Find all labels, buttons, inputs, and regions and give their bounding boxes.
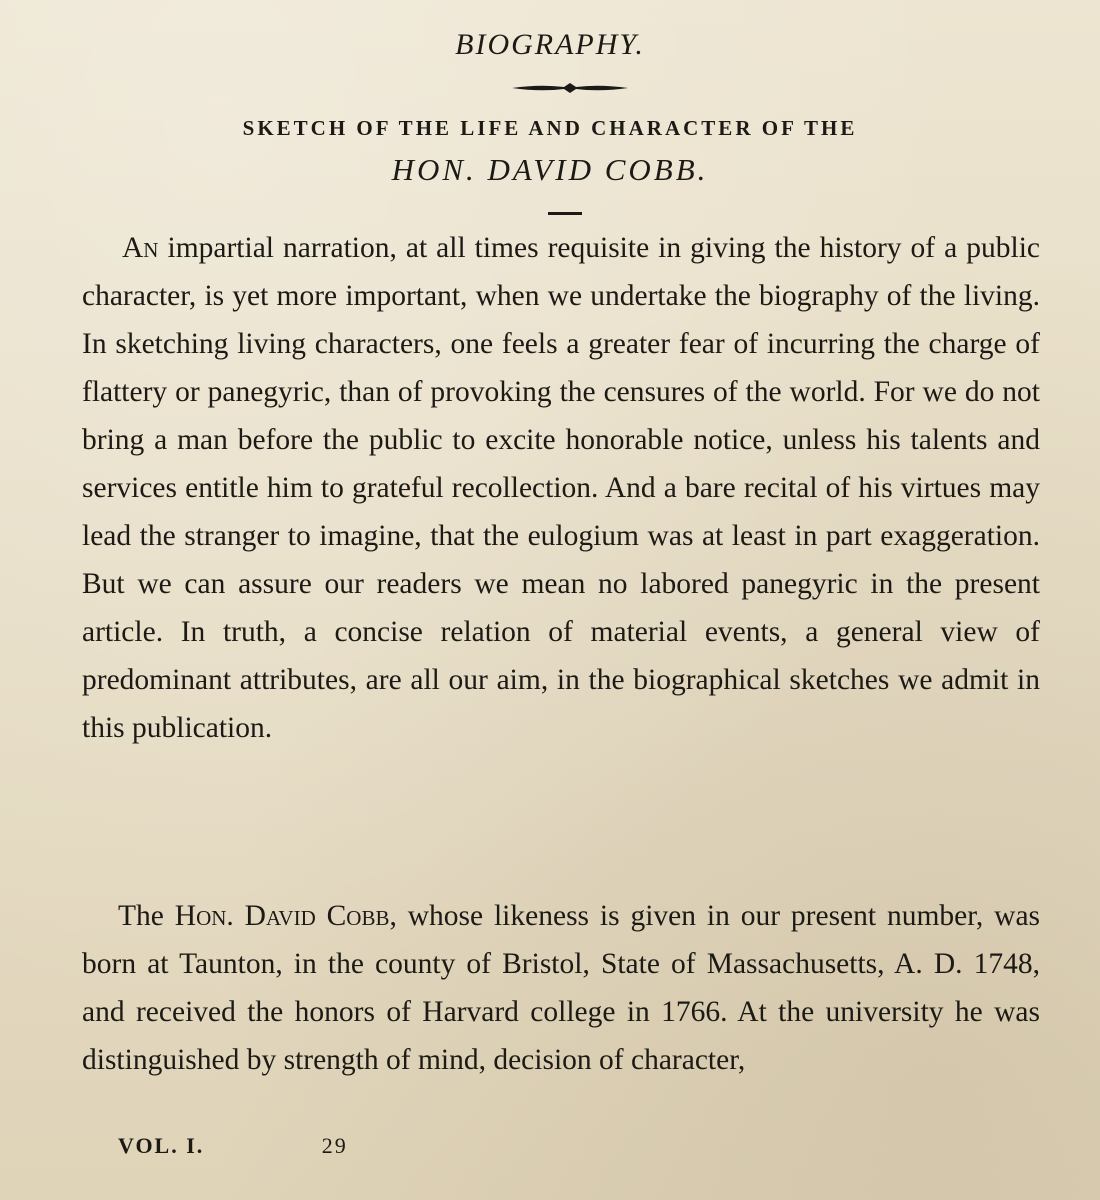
signature-number: 29 bbox=[321, 1133, 348, 1158]
paragraph-intro bbox=[82, 224, 1040, 752]
article-subtitle: SKETCH OF THE LIFE AND CHARACTER OF THE bbox=[242, 116, 858, 140]
article-title: HON. DAVID COBB. bbox=[391, 152, 709, 187]
divider bbox=[548, 212, 582, 215]
paragraph-intro-text: impartial narration, at all times requisite in giving the history of a public character, is yet more important, when we undertake the biography of the living. In sketching living characters, one feels a greater fear of incurring the charge of flattery or panegyric, than of provoking the censures of the world. For we do not bring a man before the public to excite honorable notice, unless his talents and services entitle him to grateful recollection. And a bare recital of his virtues may lead the stranger to imagine, that the eulogium was at least in part exaggeration. But we can assure our readers we mean no labored panegyric in the present article. In truth, a concise relation of material events, a general view of predominant attributes, are all our aim, in the biographical sketches we admit in this publication. bbox=[82, 232, 1040, 744]
ornamental-rule-icon bbox=[510, 80, 630, 96]
volume-label: VOL. I. bbox=[118, 1133, 205, 1158]
drop-word: An bbox=[122, 232, 159, 264]
page-footer bbox=[118, 1133, 348, 1159]
section-heading: BIOGRAPHY. bbox=[455, 28, 645, 61]
paragraph-biography bbox=[82, 892, 1040, 1084]
lead-word: The bbox=[118, 900, 164, 932]
subject-name: Hon. David Cobb bbox=[174, 900, 390, 932]
paragraph-biography-text: , whose likeness is given in our present number, was born at Taunton, in the county of Bristol, State of Massachusetts, A. D. 1748, and received the honors of Harvard college in 1766. At the university he was distinguished by strength of mind, decision of character, bbox=[82, 900, 1041, 1076]
